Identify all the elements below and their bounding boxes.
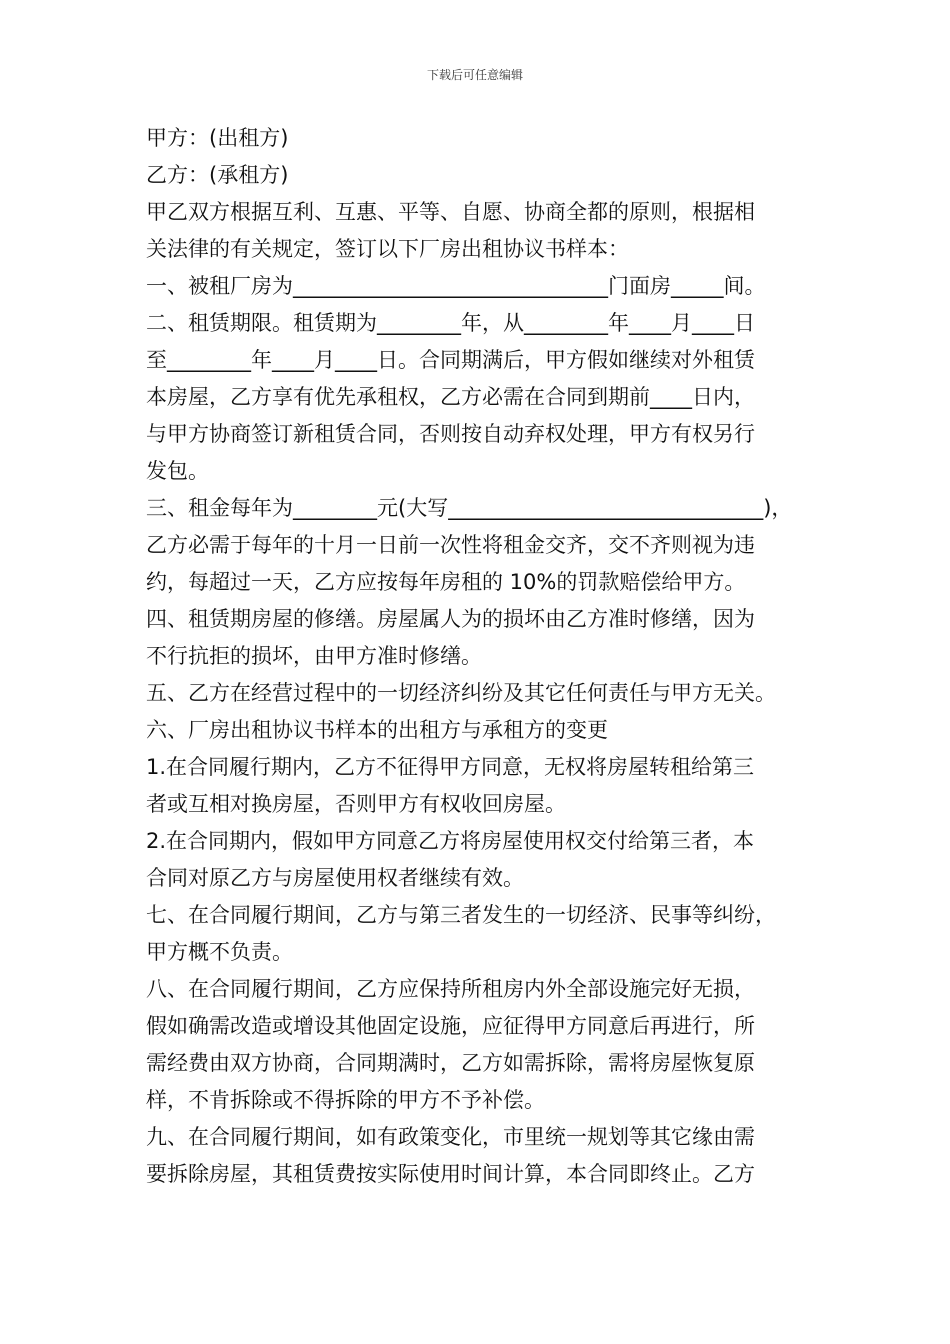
clause-8-line: 需经费由双方协商，合同期满时，乙方如需拆除，需将房屋恢复原 xyxy=(146,1051,755,1075)
clause-8-line: 八、在合同履行期间，乙方应保持所租房内外全部设施完好无损， xyxy=(146,977,755,1001)
clause-3-line: 约，每超过一天，乙方应按每年房租的 10%的罚款赔偿给甲方。 xyxy=(146,570,746,594)
clause-6-item-1-line: 者或互相对换房屋，否则甲方有权收回房屋。 xyxy=(146,792,566,816)
page-header: 下载后可任意编辑 xyxy=(426,68,523,82)
clause-2-line: 发包。 xyxy=(146,459,209,483)
clause-2-line: 至________年____月____日。合同期满后，甲方假如继续对外租赁 xyxy=(146,348,755,372)
clause-2-line: 二、租赁期限。租赁期为________年，从________年____月____日 xyxy=(146,311,755,335)
clause-2-line: 本房屋，乙方享有优先承租权，乙方必需在合同到期前____日内， xyxy=(146,385,755,409)
clause-8-line: 样，不肯拆除或不得拆除的甲方不予补偿。 xyxy=(146,1088,545,1112)
preamble-line: 甲乙双方根据互利、互惠、平等、自愿、协商全都的原则，根据相 xyxy=(146,200,755,224)
clause-9-line: 九、在合同履行期间，如有政策变化，市里统一规划等其它缘由需 xyxy=(146,1125,755,1149)
clause-8-line: 假如确需改造或增设其他固定设施，应征得甲方同意后再进行，所 xyxy=(146,1014,755,1038)
party-a-line: 甲方：(出租方) xyxy=(146,126,289,150)
clause-2-line: 与甲方协商签订新租赁合同，否则按自动弃权处理，甲方有权另行 xyxy=(146,422,755,446)
clause-6-item-1-line: 1.在合同履行期内，乙方不征得甲方同意，无权将房屋转租给第三 xyxy=(146,755,755,779)
clause-3-line: 乙方必需于每年的十月一日前一次性将租金交齐，交不齐则视为违 xyxy=(146,533,755,557)
clause-7-line: 甲方概不负责。 xyxy=(146,940,293,964)
clause-6-item-2-line: 2.在合同期内，假如甲方同意乙方将房屋使用权交付给第三者，本 xyxy=(146,829,755,853)
clause-5-line: 五、乙方在经营过程中的一切经济纠纷及其它任何责任与甲方无关。 xyxy=(146,681,776,705)
preamble-line: 关法律的有关规定，签订以下厂房出租协议书样本： xyxy=(146,237,629,261)
document-body xyxy=(146,120,816,1193)
clause-6-line: 六、厂房出租协议书样本的出租方与承租方的变更 xyxy=(146,718,608,742)
clause-1-line: 一、被租厂房为______________________________门面房_____间。 xyxy=(146,274,766,298)
party-b-line: 乙方：(承租方) xyxy=(146,163,289,187)
clause-4-line: 四、租赁期房屋的修缮。房屋属人为的损坏由乙方准时修缮，因为 xyxy=(146,607,755,631)
clause-6-item-2-line: 合同对原乙方与房屋使用权者继续有效。 xyxy=(146,866,524,890)
clause-9-line: 要拆除房屋，其租赁费按实际使用时间计算，本合同即终止。乙方 xyxy=(146,1162,755,1186)
clause-3-line: 三、租金每年为________元(大写______________________________)， xyxy=(146,496,793,520)
clause-7-line: 七、在合同履行期间，乙方与第三者发生的一切经济、民事等纠纷， xyxy=(146,903,776,927)
clause-4-line: 不行抗拒的损坏，由甲方准时修缮。 xyxy=(146,644,482,668)
